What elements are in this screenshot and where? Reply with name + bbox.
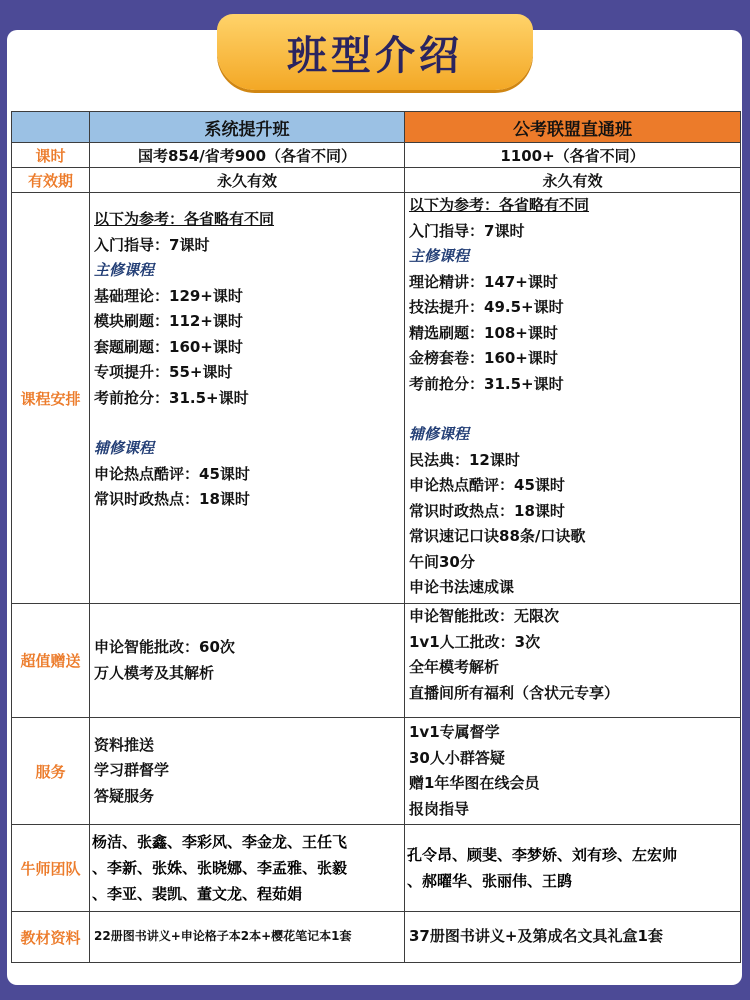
teachers-left bbox=[90, 825, 405, 912]
row-label-schedule: 课程安排 bbox=[12, 193, 90, 604]
materials-row bbox=[12, 912, 741, 963]
list-item: 基础理论：129+课时 bbox=[94, 286, 243, 305]
row-label-validity: 有效期 bbox=[12, 168, 90, 193]
schedule-left bbox=[90, 193, 405, 604]
validity-right: 永久有效 bbox=[405, 168, 741, 193]
list-item: 民法典：12课时 bbox=[409, 450, 520, 469]
list-item: 常识速记口诀88条/口诀歌 bbox=[409, 527, 586, 545]
list-item: 、李新、张姝、张晓娜、李孟雅、张毅 bbox=[92, 859, 348, 877]
schedule-right bbox=[405, 193, 741, 604]
list-item: 申论智能批改：无限次 bbox=[409, 607, 560, 625]
row-label-hours: 课时 bbox=[12, 143, 90, 168]
hours-right: 1100+（各省不同） bbox=[405, 143, 741, 168]
row-label-materials: 教材资料 bbox=[12, 912, 90, 963]
list-item: 报岗指导 bbox=[409, 799, 470, 818]
service-right bbox=[405, 718, 741, 825]
list-item: 万人模考及其解析 bbox=[94, 663, 215, 682]
list-item: 套题刷题：160+课时 bbox=[94, 337, 243, 356]
spacer bbox=[409, 397, 740, 422]
list-item: 午间30分 bbox=[409, 552, 475, 571]
teachers-row bbox=[12, 825, 741, 912]
header-system-class: 系统提升班 bbox=[90, 112, 405, 143]
schedule-right-note: 以下为参考：各省略有不同 bbox=[409, 196, 590, 214]
schedule-right-minor-title: 辅修课程 bbox=[409, 425, 470, 443]
validity-left: 永久有效 bbox=[90, 168, 405, 193]
schedule-left-major-title: 主修课程 bbox=[94, 261, 155, 279]
list-item: 1v1人工批改：3次 bbox=[409, 632, 541, 651]
schedule-left-minor-title: 辅修课程 bbox=[94, 439, 155, 457]
page-title: 班型介绍 bbox=[287, 32, 463, 79]
teachers-right bbox=[405, 825, 741, 912]
schedule-right-intro: 入门指导：7课时 bbox=[409, 221, 525, 240]
service-left bbox=[90, 718, 405, 825]
service-row bbox=[12, 718, 741, 825]
schedule-right-major-title: 主修课程 bbox=[409, 247, 470, 265]
hours-row bbox=[12, 143, 741, 168]
list-item: 理论精讲：147+课时 bbox=[409, 272, 558, 291]
list-item: 申论智能批改：60次 bbox=[94, 638, 235, 656]
list-item: 精选刷题：108+课时 bbox=[409, 323, 558, 342]
list-item: 常识时政热点：18课时 bbox=[94, 490, 250, 508]
class-comparison-table bbox=[11, 111, 741, 963]
list-item: 考前抢分：31.5+课时 bbox=[409, 374, 564, 393]
bonus-row bbox=[12, 604, 741, 718]
list-item: 资料推送 bbox=[94, 735, 155, 754]
materials-right: 37册图书讲义+及第成名文具礼盒1套 bbox=[405, 912, 741, 963]
materials-left: 22册图书讲义+申论格子本2本+樱花笔记本1套 bbox=[90, 912, 405, 963]
spacer bbox=[94, 411, 404, 436]
list-item: 答疑服务 bbox=[94, 786, 155, 805]
list-item: 申论热点酷评：45课时 bbox=[409, 476, 565, 494]
schedule-left-intro: 入门指导：7课时 bbox=[94, 235, 210, 254]
schedule-left-note: 以下为参考：各省略有不同 bbox=[94, 210, 275, 228]
hours-left: 国考854/省考900（各省不同） bbox=[90, 143, 405, 168]
list-item: 30人小群答疑 bbox=[409, 748, 505, 767]
row-label-service: 服务 bbox=[12, 718, 90, 825]
list-item: 杨洁、张鑫、李彩风、李金龙、王任飞 bbox=[92, 833, 348, 851]
list-item: 常识时政热点：18课时 bbox=[409, 501, 565, 520]
bonus-right bbox=[405, 604, 741, 718]
list-item: 直播间所有福利（含状元专享） bbox=[409, 683, 620, 702]
list-item: 1v1专属督学 bbox=[409, 723, 500, 741]
list-item: 技法提升：49.5+课时 bbox=[409, 298, 564, 316]
list-item: 模块刷题：112+课时 bbox=[94, 312, 243, 330]
list-item: 金榜套卷：160+课时 bbox=[409, 349, 558, 367]
title-banner bbox=[217, 14, 533, 90]
row-label-teachers: 牛师团队 bbox=[12, 825, 90, 912]
header-row bbox=[12, 112, 741, 143]
header-corner bbox=[12, 112, 90, 143]
list-item: 赠1年华图在线会员 bbox=[409, 774, 540, 792]
list-item: 全年模考解析 bbox=[409, 658, 500, 676]
schedule-row bbox=[12, 193, 741, 604]
header-alliance-class: 公考联盟直通班 bbox=[405, 112, 741, 143]
list-item: 学习群督学 bbox=[94, 761, 170, 780]
bonus-left bbox=[90, 604, 405, 718]
list-item: 、郝曜华、张丽伟、王鹍 bbox=[407, 872, 573, 890]
list-item: 、李亚、裴凯、董文龙、程茹娟 bbox=[92, 885, 303, 903]
list-item: 专项提升：55+课时 bbox=[94, 363, 233, 381]
list-item: 申论书法速成课 bbox=[409, 578, 515, 596]
list-item: 孔令昂、顾斐、李梦娇、刘有珍、左宏帅 bbox=[407, 846, 678, 864]
validity-row bbox=[12, 168, 741, 193]
row-label-bonus: 超值赠送 bbox=[12, 604, 90, 718]
list-item: 考前抢分：31.5+课时 bbox=[94, 388, 249, 407]
list-item: 申论热点酷评：45课时 bbox=[94, 464, 250, 483]
